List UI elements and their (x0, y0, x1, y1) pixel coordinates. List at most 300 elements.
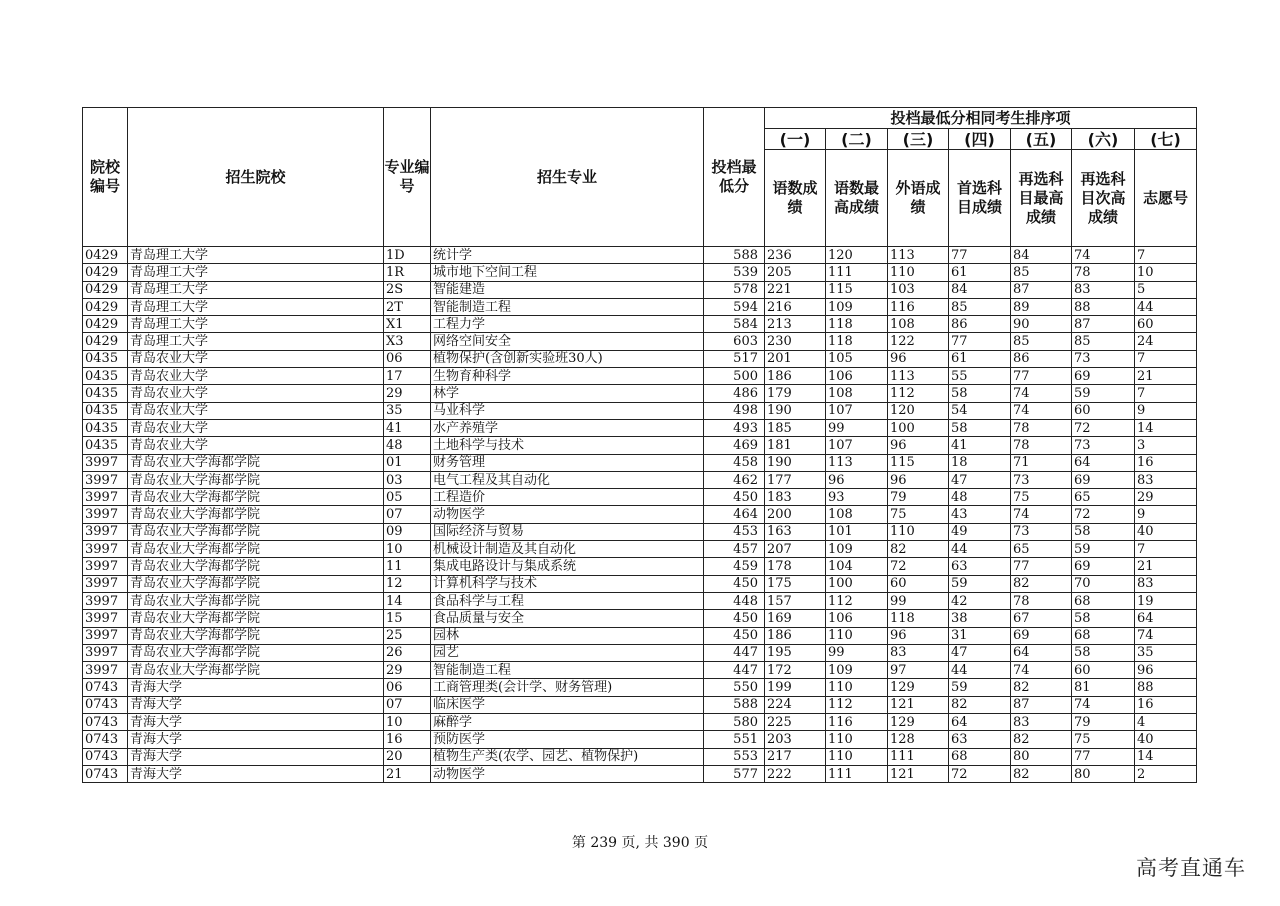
cell-rank-3: 82 (888, 541, 949, 558)
cell-school-name: 青岛农业大学海都学院 (128, 471, 384, 488)
cell-min-score: 493 (704, 419, 765, 436)
cell-school-code: 0435 (83, 350, 128, 367)
cell-rank-6: 59 (1072, 385, 1135, 402)
cell-min-score: 577 (704, 765, 765, 782)
cell-major-code: 1D (384, 247, 431, 264)
cell-rank-4: 47 (949, 644, 1011, 661)
cell-rank-7: 83 (1135, 575, 1197, 592)
cell-rank-6: 78 (1072, 264, 1135, 281)
table-row (83, 489, 1197, 506)
cell-rank-1: 207 (765, 541, 826, 558)
cell-major-code: 26 (384, 644, 431, 661)
cell-rank-1: 190 (765, 402, 826, 419)
cell-school-name: 青岛理工大学 (128, 316, 384, 333)
cell-rank-4: 43 (949, 506, 1011, 523)
cell-rank-5: 84 (1011, 247, 1072, 264)
table-row (83, 454, 1197, 471)
cell-rank-3: 118 (888, 610, 949, 627)
cell-rank-4: 59 (949, 575, 1011, 592)
cell-rank-4: 72 (949, 765, 1011, 782)
cell-school-code: 0743 (83, 679, 128, 696)
cell-major-code: 2T (384, 298, 431, 315)
cell-school-code: 0435 (83, 437, 128, 454)
cell-rank-7: 7 (1135, 247, 1197, 264)
cell-min-score: 551 (704, 731, 765, 748)
cell-rank-3: 121 (888, 696, 949, 713)
cell-rank-5: 82 (1011, 575, 1072, 592)
cell-rank-3: 115 (888, 454, 949, 471)
cell-school-name: 青岛农业大学海都学院 (128, 506, 384, 523)
cell-min-score: 603 (704, 333, 765, 350)
cell-rank-3: 75 (888, 506, 949, 523)
cell-rank-4: 63 (949, 558, 1011, 575)
cell-major-code: 06 (384, 350, 431, 367)
cell-rank-4: 58 (949, 385, 1011, 402)
header-rank-item: 首选科目成绩 (949, 150, 1011, 247)
cell-major-code: 09 (384, 523, 431, 540)
cell-rank-5: 67 (1011, 610, 1072, 627)
cell-major-code: 06 (384, 679, 431, 696)
cell-rank-7: 5 (1135, 281, 1197, 298)
cell-school-name: 青岛理工大学 (128, 264, 384, 281)
cell-min-score: 447 (704, 644, 765, 661)
cell-rank-3: 122 (888, 333, 949, 350)
cell-rank-1: 183 (765, 489, 826, 506)
table-row (83, 558, 1197, 575)
admission-score-table (82, 107, 1197, 783)
table-row (83, 247, 1197, 264)
cell-rank-2: 106 (826, 368, 888, 385)
cell-rank-4: 63 (949, 731, 1011, 748)
cell-rank-2: 106 (826, 610, 888, 627)
cell-rank-1: 175 (765, 575, 826, 592)
table-row (83, 714, 1197, 731)
cell-rank-7: 44 (1135, 298, 1197, 315)
table-row (83, 298, 1197, 315)
cell-min-score: 550 (704, 679, 765, 696)
cell-min-score: 462 (704, 471, 765, 488)
cell-school-name: 青岛农业大学 (128, 385, 384, 402)
cell-rank-4: 38 (949, 610, 1011, 627)
cell-school-name: 青岛理工大学 (128, 298, 384, 315)
cell-rank-5: 90 (1011, 316, 1072, 333)
cell-rank-2: 109 (826, 298, 888, 315)
cell-school-name: 青岛农业大学 (128, 419, 384, 436)
cell-major-name: 国际经济与贸易 (431, 523, 704, 540)
cell-rank-5: 82 (1011, 765, 1072, 782)
table-row (83, 402, 1197, 419)
header-rank-number: (七) (1135, 129, 1197, 150)
header-rank-item: 再选科目次高成绩 (1072, 150, 1135, 247)
cell-school-name: 青岛理工大学 (128, 281, 384, 298)
header-rank-number: (五) (1011, 129, 1072, 150)
cell-school-name: 青岛农业大学海都学院 (128, 558, 384, 575)
cell-major-code: 10 (384, 541, 431, 558)
cell-major-code: 05 (384, 489, 431, 506)
table-row (83, 419, 1197, 436)
cell-major-code: 48 (384, 437, 431, 454)
cell-rank-4: 77 (949, 247, 1011, 264)
cell-rank-5: 78 (1011, 437, 1072, 454)
cell-min-score: 464 (704, 506, 765, 523)
table-row (83, 765, 1197, 782)
cell-rank-4: 49 (949, 523, 1011, 540)
header-rank-number: (三) (888, 129, 949, 150)
cell-rank-7: 3 (1135, 437, 1197, 454)
cell-min-score: 450 (704, 610, 765, 627)
cell-major-code: 07 (384, 696, 431, 713)
cell-min-score: 539 (704, 264, 765, 281)
cell-major-name: 电气工程及其自动化 (431, 471, 704, 488)
cell-school-name: 青海大学 (128, 679, 384, 696)
header-rank-number: (六) (1072, 129, 1135, 150)
cell-major-code: 12 (384, 575, 431, 592)
cell-school-code: 3997 (83, 558, 128, 575)
cell-min-score: 447 (704, 662, 765, 679)
cell-rank-4: 44 (949, 541, 1011, 558)
table-row (83, 679, 1197, 696)
table-row (83, 575, 1197, 592)
cell-rank-7: 7 (1135, 350, 1197, 367)
cell-major-name: 动物医学 (431, 765, 704, 782)
cell-school-code: 0429 (83, 316, 128, 333)
cell-rank-5: 74 (1011, 506, 1072, 523)
table-header (83, 108, 1197, 247)
cell-major-name: 园艺 (431, 644, 704, 661)
table-row (83, 350, 1197, 367)
cell-rank-7: 64 (1135, 610, 1197, 627)
cell-school-code: 0435 (83, 402, 128, 419)
cell-rank-1: 200 (765, 506, 826, 523)
cell-school-name: 青海大学 (128, 731, 384, 748)
cell-rank-2: 111 (826, 264, 888, 281)
cell-major-name: 工程造价 (431, 489, 704, 506)
cell-major-code: 1R (384, 264, 431, 281)
cell-rank-7: 35 (1135, 644, 1197, 661)
cell-rank-1: 216 (765, 298, 826, 315)
cell-rank-7: 60 (1135, 316, 1197, 333)
cell-min-score: 580 (704, 714, 765, 731)
header-rank-group-title: 投档最低分相同考生排序项 (765, 108, 1197, 129)
cell-min-score: 457 (704, 541, 765, 558)
cell-rank-5: 89 (1011, 298, 1072, 315)
cell-rank-5: 74 (1011, 402, 1072, 419)
cell-rank-5: 82 (1011, 731, 1072, 748)
cell-rank-1: 181 (765, 437, 826, 454)
cell-rank-3: 60 (888, 575, 949, 592)
cell-school-name: 青岛农业大学海都学院 (128, 662, 384, 679)
cell-major-name: 生物育种科学 (431, 368, 704, 385)
cell-major-name: 水产养殖学 (431, 419, 704, 436)
cell-min-score: 594 (704, 298, 765, 315)
cell-major-name: 智能制造工程 (431, 662, 704, 679)
cell-rank-7: 7 (1135, 541, 1197, 558)
cell-rank-7: 7 (1135, 385, 1197, 402)
cell-rank-2: 118 (826, 333, 888, 350)
cell-rank-6: 80 (1072, 765, 1135, 782)
cell-rank-7: 24 (1135, 333, 1197, 350)
table-row (83, 592, 1197, 609)
cell-major-code: 17 (384, 368, 431, 385)
header-rank-item: 志愿号 (1135, 150, 1197, 247)
cell-major-name: 林学 (431, 385, 704, 402)
cell-rank-7: 14 (1135, 748, 1197, 765)
cell-school-code: 0429 (83, 281, 128, 298)
cell-rank-1: 186 (765, 368, 826, 385)
cell-school-name: 青海大学 (128, 748, 384, 765)
cell-rank-1: 222 (765, 765, 826, 782)
cell-rank-4: 61 (949, 264, 1011, 281)
cell-rank-7: 83 (1135, 471, 1197, 488)
cell-major-code: X3 (384, 333, 431, 350)
cell-rank-3: 103 (888, 281, 949, 298)
cell-rank-6: 73 (1072, 437, 1135, 454)
cell-major-code: 10 (384, 714, 431, 731)
cell-rank-3: 96 (888, 627, 949, 644)
cell-rank-1: 169 (765, 610, 826, 627)
cell-school-name: 青岛农业大学海都学院 (128, 489, 384, 506)
cell-rank-4: 47 (949, 471, 1011, 488)
cell-rank-7: 88 (1135, 679, 1197, 696)
cell-rank-2: 110 (826, 679, 888, 696)
cell-school-name: 青岛理工大学 (128, 247, 384, 264)
cell-school-name: 青岛农业大学海都学院 (128, 454, 384, 471)
cell-rank-6: 58 (1072, 644, 1135, 661)
cell-school-code: 0429 (83, 298, 128, 315)
cell-major-code: 11 (384, 558, 431, 575)
cell-major-name: 麻醉学 (431, 714, 704, 731)
cell-rank-6: 83 (1072, 281, 1135, 298)
cell-rank-1: 177 (765, 471, 826, 488)
cell-rank-1: 225 (765, 714, 826, 731)
cell-rank-4: 86 (949, 316, 1011, 333)
cell-rank-1: 186 (765, 627, 826, 644)
cell-rank-2: 107 (826, 402, 888, 419)
cell-rank-1: 195 (765, 644, 826, 661)
cell-rank-4: 54 (949, 402, 1011, 419)
cell-school-code: 3997 (83, 506, 128, 523)
cell-major-name: 工程力学 (431, 316, 704, 333)
cell-rank-5: 87 (1011, 696, 1072, 713)
cell-rank-3: 83 (888, 644, 949, 661)
table-row (83, 264, 1197, 281)
cell-school-code: 3997 (83, 575, 128, 592)
cell-min-score: 458 (704, 454, 765, 471)
table-row (83, 610, 1197, 627)
cell-rank-6: 73 (1072, 350, 1135, 367)
cell-major-name: 智能制造工程 (431, 298, 704, 315)
header-rank-number: (二) (826, 129, 888, 150)
cell-min-score: 498 (704, 402, 765, 419)
cell-rank-3: 96 (888, 437, 949, 454)
cell-school-code: 0429 (83, 264, 128, 281)
cell-major-name: 机械设计制造及其自动化 (431, 541, 704, 558)
cell-school-code: 0743 (83, 696, 128, 713)
cell-major-name: 城市地下空间工程 (431, 264, 704, 281)
cell-rank-3: 128 (888, 731, 949, 748)
table-row (83, 523, 1197, 540)
header-major-code: 专业编号 (384, 108, 431, 247)
cell-school-name: 青海大学 (128, 714, 384, 731)
cell-rank-6: 77 (1072, 748, 1135, 765)
cell-major-code: 16 (384, 731, 431, 748)
cell-rank-1: 230 (765, 333, 826, 350)
cell-rank-2: 110 (826, 748, 888, 765)
header-rank-number: (四) (949, 129, 1011, 150)
cell-school-name: 青海大学 (128, 696, 384, 713)
cell-school-code: 0435 (83, 419, 128, 436)
cell-major-code: 25 (384, 627, 431, 644)
cell-rank-1: 190 (765, 454, 826, 471)
watermark-text: 高考直通车 (1136, 856, 1246, 880)
cell-rank-2: 115 (826, 281, 888, 298)
cell-major-name: 马业科学 (431, 402, 704, 419)
cell-rank-3: 120 (888, 402, 949, 419)
cell-school-code: 0429 (83, 247, 128, 264)
cell-rank-5: 85 (1011, 264, 1072, 281)
cell-rank-7: 40 (1135, 731, 1197, 748)
cell-school-name: 青岛农业大学海都学院 (128, 610, 384, 627)
cell-rank-4: 84 (949, 281, 1011, 298)
cell-rank-3: 129 (888, 679, 949, 696)
table-body (83, 247, 1197, 783)
cell-min-score: 500 (704, 368, 765, 385)
cell-rank-4: 42 (949, 592, 1011, 609)
cell-rank-1: 172 (765, 662, 826, 679)
table-row (83, 662, 1197, 679)
cell-rank-3: 100 (888, 419, 949, 436)
cell-major-name: 食品质量与安全 (431, 610, 704, 627)
table-row (83, 281, 1197, 298)
cell-rank-1: 203 (765, 731, 826, 748)
cell-rank-5: 77 (1011, 368, 1072, 385)
cell-rank-4: 82 (949, 696, 1011, 713)
cell-rank-2: 99 (826, 419, 888, 436)
cell-rank-2: 120 (826, 247, 888, 264)
cell-rank-5: 73 (1011, 523, 1072, 540)
cell-rank-4: 58 (949, 419, 1011, 436)
cell-rank-7: 9 (1135, 506, 1197, 523)
cell-rank-4: 68 (949, 748, 1011, 765)
cell-school-code: 0743 (83, 748, 128, 765)
cell-rank-2: 111 (826, 765, 888, 782)
table-row (83, 541, 1197, 558)
cell-rank-7: 40 (1135, 523, 1197, 540)
table-row (83, 471, 1197, 488)
cell-rank-4: 59 (949, 679, 1011, 696)
table-row (83, 506, 1197, 523)
cell-major-name: 工商管理类(会计学、财务管理) (431, 679, 704, 696)
header-rank-number: (一) (765, 129, 826, 150)
cell-school-name: 青岛农业大学 (128, 350, 384, 367)
cell-major-name: 集成电路设计与集成系统 (431, 558, 704, 575)
cell-rank-6: 81 (1072, 679, 1135, 696)
header-rank-item: 外语成绩 (888, 150, 949, 247)
cell-rank-2: 109 (826, 541, 888, 558)
cell-rank-1: 157 (765, 592, 826, 609)
cell-school-name: 青岛农业大学海都学院 (128, 644, 384, 661)
cell-major-code: 41 (384, 419, 431, 436)
cell-rank-3: 96 (888, 471, 949, 488)
cell-rank-7: 9 (1135, 402, 1197, 419)
cell-school-name: 青岛农业大学海都学院 (128, 627, 384, 644)
table-row (83, 696, 1197, 713)
cell-rank-5: 64 (1011, 644, 1072, 661)
cell-school-code: 0435 (83, 368, 128, 385)
cell-major-name: 财务管理 (431, 454, 704, 471)
cell-min-score: 453 (704, 523, 765, 540)
cell-major-code: 01 (384, 454, 431, 471)
cell-rank-3: 113 (888, 368, 949, 385)
cell-school-code: 3997 (83, 523, 128, 540)
cell-rank-2: 118 (826, 316, 888, 333)
cell-major-code: 29 (384, 385, 431, 402)
cell-rank-2: 93 (826, 489, 888, 506)
cell-school-code: 0435 (83, 385, 128, 402)
table-row (83, 437, 1197, 454)
cell-school-code: 3997 (83, 592, 128, 609)
cell-rank-7: 16 (1135, 454, 1197, 471)
cell-major-name: 动物医学 (431, 506, 704, 523)
cell-rank-5: 82 (1011, 679, 1072, 696)
cell-rank-2: 99 (826, 644, 888, 661)
cell-min-score: 459 (704, 558, 765, 575)
cell-min-score: 486 (704, 385, 765, 402)
cell-major-name: 临床医学 (431, 696, 704, 713)
cell-rank-5: 65 (1011, 541, 1072, 558)
table-row (83, 385, 1197, 402)
cell-rank-5: 75 (1011, 489, 1072, 506)
cell-rank-7: 14 (1135, 419, 1197, 436)
cell-min-score: 517 (704, 350, 765, 367)
cell-rank-2: 108 (826, 506, 888, 523)
cell-rank-6: 64 (1072, 454, 1135, 471)
cell-rank-4: 48 (949, 489, 1011, 506)
cell-rank-6: 65 (1072, 489, 1135, 506)
table-row (83, 644, 1197, 661)
header-school-code: 院校编号 (83, 108, 128, 247)
cell-rank-3: 112 (888, 385, 949, 402)
cell-major-code: 21 (384, 765, 431, 782)
cell-min-score: 588 (704, 696, 765, 713)
cell-major-name: 计算机科学与技术 (431, 575, 704, 592)
cell-major-name: 园林 (431, 627, 704, 644)
cell-school-name: 青海大学 (128, 765, 384, 782)
cell-school-code: 0429 (83, 333, 128, 350)
cell-rank-3: 79 (888, 489, 949, 506)
cell-rank-1: 224 (765, 696, 826, 713)
cell-rank-2: 109 (826, 662, 888, 679)
cell-rank-7: 2 (1135, 765, 1197, 782)
cell-min-score: 578 (704, 281, 765, 298)
cell-rank-1: 199 (765, 679, 826, 696)
cell-school-name: 青岛农业大学海都学院 (128, 541, 384, 558)
cell-rank-7: 21 (1135, 368, 1197, 385)
cell-major-code: 03 (384, 471, 431, 488)
cell-school-name: 青岛农业大学 (128, 402, 384, 419)
cell-school-code: 3997 (83, 471, 128, 488)
cell-school-name: 青岛农业大学海都学院 (128, 523, 384, 540)
cell-major-name: 网络空间安全 (431, 333, 704, 350)
cell-rank-5: 74 (1011, 385, 1072, 402)
cell-rank-4: 31 (949, 627, 1011, 644)
cell-school-code: 3997 (83, 454, 128, 471)
cell-major-code: 20 (384, 748, 431, 765)
cell-rank-1: 217 (765, 748, 826, 765)
cell-rank-4: 85 (949, 298, 1011, 315)
cell-rank-6: 88 (1072, 298, 1135, 315)
cell-major-name: 预防医学 (431, 731, 704, 748)
